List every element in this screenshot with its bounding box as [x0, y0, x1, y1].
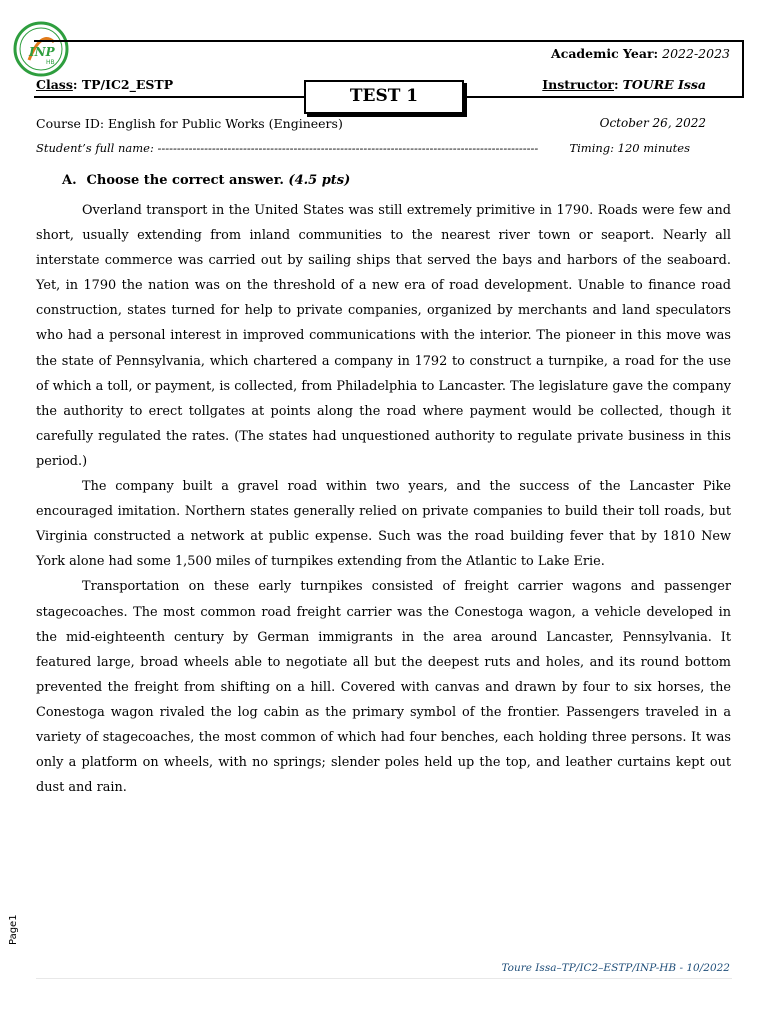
test-title: TEST 1: [304, 80, 464, 114]
section-heading: [62, 173, 350, 188]
footer-text: Toure Issa–TP/IC2–ESTP/INP-HB - 10/2022: [501, 962, 730, 974]
page-number: Page1: [8, 914, 19, 945]
reading-passage: [36, 198, 731, 800]
instructor-info: Instructor: TOURE Issa: [542, 77, 706, 92]
paragraph: Overland transport in the United States was still extremely primitive in 1790. Roads were few and short, usually extending from inland communities to the nearest river town or seaport. Nearly all interstate commerce was carried out by sailing ships that served the bays and harbors of the seaboard. Yet, in 1790 the nation was on the threshold of a new era of road development. Unable to finance road construction, states turned for help to private companies, organized by merchants and land speculators who had a personal interest in improved communications with the interior. The pioneer in this move was the state of Pennsylvania, which chartered a company in 1792 to construct a turnpike, a road for the use of which a toll, or payment, is collected, from Philadelphia to Lancaster. The legislature gave the company the authority to erect tollgates at points along the road where payment would be collected, though it carefully regulated the rates. (The states had unquestioned authority to regulate private business in this period.): [36, 203, 731, 469]
class-info: [36, 77, 173, 92]
academic-year-value: 2022-2023: [662, 46, 730, 61]
academic-year-label: Academic Year:: [551, 46, 659, 61]
instructor-value: TOURE Issa: [622, 77, 706, 92]
logo-text: INP: [29, 45, 55, 59]
paragraph: Transportation on these early turnpikes consisted of freight carrier wagons and passenger stagecoaches. The most common road freight carrier was the Conestoga wagon, a vehicle developed in the mid-eighteenth century by German immigrants in the area around Lancaster, Pennsylvania. It featured large, broad wheels able to negotiate all but the deepest ruts and holes, and its round bottom prevented the freight from shifting on a hill. Covered with canvas and drawn by four to six horses, the Conestoga wagon rivaled the log cabin as the primary symbol of the frontier. Passengers traveled in a variety of stagecoaches, the most common of which had four benches, each holding three persons. It was only a platform on wheels, with no springs; slender poles held up the top, and leather curtains kept out dust and rain.: [36, 579, 731, 796]
section-letter: A.: [62, 173, 77, 188]
paragraph: The company built a gravel road within two years, and the success of the Lancaster Pike encouraged imitation. Northern states generally relied on private companies to build their toll roads, but Virginia constructed a network at public expense. Such was the road building fever that by 1810 New York alone had some 1,500 miles of turnpikes extending from the Atlantic to Lake Erie.: [36, 479, 731, 570]
student-name-line: Student’s full name: --------------------------------------------------------------------------------------------------: [36, 141, 539, 155]
test-date: October 26, 2022: [599, 116, 706, 130]
logo-subtext: HB: [46, 59, 55, 66]
class-label: Class: [36, 77, 73, 92]
timing: Timing: 120 minutes: [569, 141, 690, 155]
section-title: Choose the correct answer.: [86, 173, 284, 188]
instructor-label: Instructor: [542, 77, 614, 92]
class-value: : TP/IC2_ESTP: [72, 77, 174, 92]
footer-divider: [36, 978, 732, 979]
academic-year: [551, 46, 730, 61]
course-id: Course ID: English for Public Works (Engineers): [36, 116, 343, 131]
section-points: (4.5 pts): [288, 173, 351, 188]
